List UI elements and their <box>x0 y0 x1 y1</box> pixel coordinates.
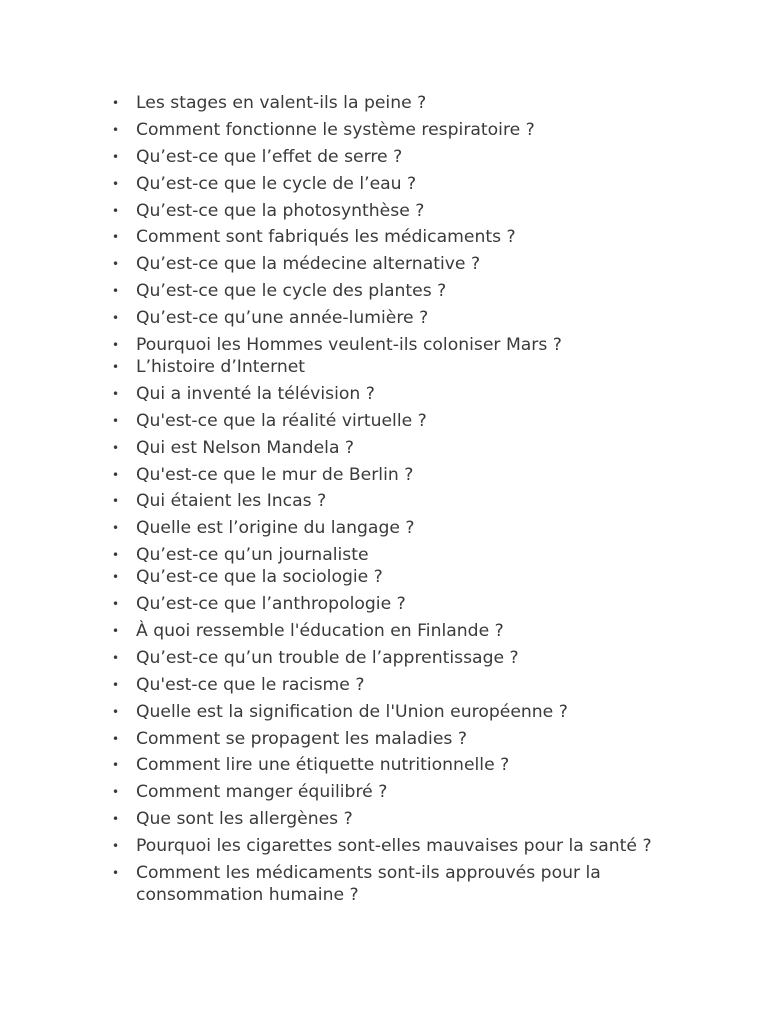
bullet-icon: • <box>112 311 120 326</box>
list-item-text: Qu’est-ce qu’un journaliste <box>136 545 369 566</box>
list-item-text: Qu’est-ce que le cycle de l’eau ? <box>136 173 417 194</box>
list-item <box>108 808 668 830</box>
bullet-icon: • <box>112 338 120 353</box>
list-item <box>108 862 668 906</box>
list-item-text: Comment fonctionne le système respiratoire ? <box>136 119 535 140</box>
bullet-icon: • <box>112 96 120 110</box>
list-item <box>108 334 668 356</box>
list-item <box>108 383 668 405</box>
bullet-icon: • <box>112 731 120 746</box>
bullet-icon: • <box>112 704 120 719</box>
topic-list <box>108 92 668 911</box>
bullet-icon: • <box>112 149 120 164</box>
bullet-icon: • <box>112 812 120 827</box>
bullet-icon: • <box>112 494 120 509</box>
list-item-text: Comment sont fabriqués les médicaments ? <box>136 227 516 248</box>
list-item <box>108 566 668 588</box>
list-item-text: Qu'est-ce que le racisme ? <box>136 674 365 695</box>
list-item-text: Pourquoi les cigarettes sont-elles mauvaises pour la santé ? <box>136 836 652 857</box>
list-item-text: Que sont les allergènes ? <box>136 809 353 830</box>
bullet-icon: • <box>112 257 120 272</box>
list-item-text: Quelle est l’origine du langage ? <box>136 518 415 539</box>
list-item <box>108 781 668 803</box>
list-item <box>108 728 668 750</box>
list-item-text: Qu'est-ce que le mur de Berlin ? <box>136 464 414 485</box>
list-item-text: Comment lire une étiquette nutritionnelle ? <box>136 755 510 776</box>
list-item <box>108 593 668 615</box>
list-item <box>108 544 668 566</box>
list-item <box>108 356 668 378</box>
bullet-icon: • <box>112 521 120 536</box>
bullet-icon: • <box>112 122 120 137</box>
list-item-text: Qu’est-ce qu’une année-lumière ? <box>136 308 429 329</box>
bullet-icon: • <box>112 758 120 773</box>
list-item <box>108 674 668 696</box>
list-item-text: Pourquoi les Hommes veulent-ils coloniser Mars ? <box>136 335 562 356</box>
list-item-text: Les stages en valent-ils la peine ? <box>136 93 427 113</box>
list-item <box>108 119 668 141</box>
list-item-text: L’histoire d’Internet <box>136 357 306 378</box>
list-item <box>108 146 668 168</box>
list-item <box>108 620 668 642</box>
list-item-text: Comment se propagent les maladies ? <box>136 728 467 749</box>
list-item-text: Qu’est-ce que l’effet de serre ? <box>136 146 403 167</box>
list-item <box>108 410 668 432</box>
list-item-text: Qui est Nelson Mandela ? <box>136 437 355 458</box>
list-item <box>108 307 668 329</box>
list-item <box>108 226 668 248</box>
list-item-text: À quoi ressemble l'éducation en Finlande ? <box>136 621 504 642</box>
bullet-icon: • <box>112 548 120 563</box>
list-item-text: Qu’est-ce qu’un trouble de l’apprentissage ? <box>136 647 519 668</box>
bullet-icon: • <box>112 866 120 881</box>
list-item-text: Comment manger équilibré ? <box>136 782 388 803</box>
bullet-icon: • <box>112 597 120 612</box>
bullet-icon: • <box>112 413 120 428</box>
list-item <box>108 647 668 669</box>
bullet-icon: • <box>112 624 120 639</box>
bullet-icon: • <box>112 650 120 665</box>
list-item <box>108 701 668 723</box>
list-item <box>108 517 668 539</box>
bullet-icon: • <box>112 284 120 299</box>
list-item-text: Qui étaient les Incas ? <box>136 491 327 512</box>
list-item <box>108 490 668 512</box>
list-item-text: Qui a inventé la télévision ? <box>136 383 375 404</box>
list-item <box>108 253 668 275</box>
list-item-text: Qu’est-ce que la médecine alternative ? <box>136 254 481 275</box>
bullet-icon: • <box>112 230 120 245</box>
list-item <box>108 464 668 486</box>
bullet-icon: • <box>112 785 120 800</box>
list-item-text: Qu’est-ce que la sociologie ? <box>136 567 383 588</box>
bullet-icon: • <box>112 440 120 455</box>
list-item-text: Qu'est-ce que la réalité virtuelle ? <box>136 410 427 431</box>
list-item <box>108 835 668 857</box>
bullet-icon: • <box>112 677 120 692</box>
bullet-icon: • <box>112 176 120 191</box>
list-item-text: Qu’est-ce que la photosynthèse ? <box>136 200 425 221</box>
bullet-icon: • <box>112 203 120 218</box>
list-item <box>108 280 668 302</box>
list-item <box>108 754 668 776</box>
list-item-text: Comment les médicaments sont-ils approuvés pour la consommation humaine ? <box>136 863 601 906</box>
bullet-icon: • <box>112 839 120 854</box>
list-item-text: Qu’est-ce que l’anthropologie ? <box>136 594 406 615</box>
list-item-text: Quelle est la signification de l'Union européenne ? <box>136 701 568 722</box>
list-item <box>108 200 668 222</box>
bullet-icon: • <box>112 386 120 401</box>
bullet-icon: • <box>112 570 120 585</box>
list-item <box>108 173 668 195</box>
bullet-icon: • <box>112 467 120 482</box>
list-item-text: Qu’est-ce que le cycle des plantes ? <box>136 281 447 302</box>
bullet-icon: • <box>112 360 120 375</box>
list-item <box>108 437 668 459</box>
list-item <box>108 92 668 114</box>
